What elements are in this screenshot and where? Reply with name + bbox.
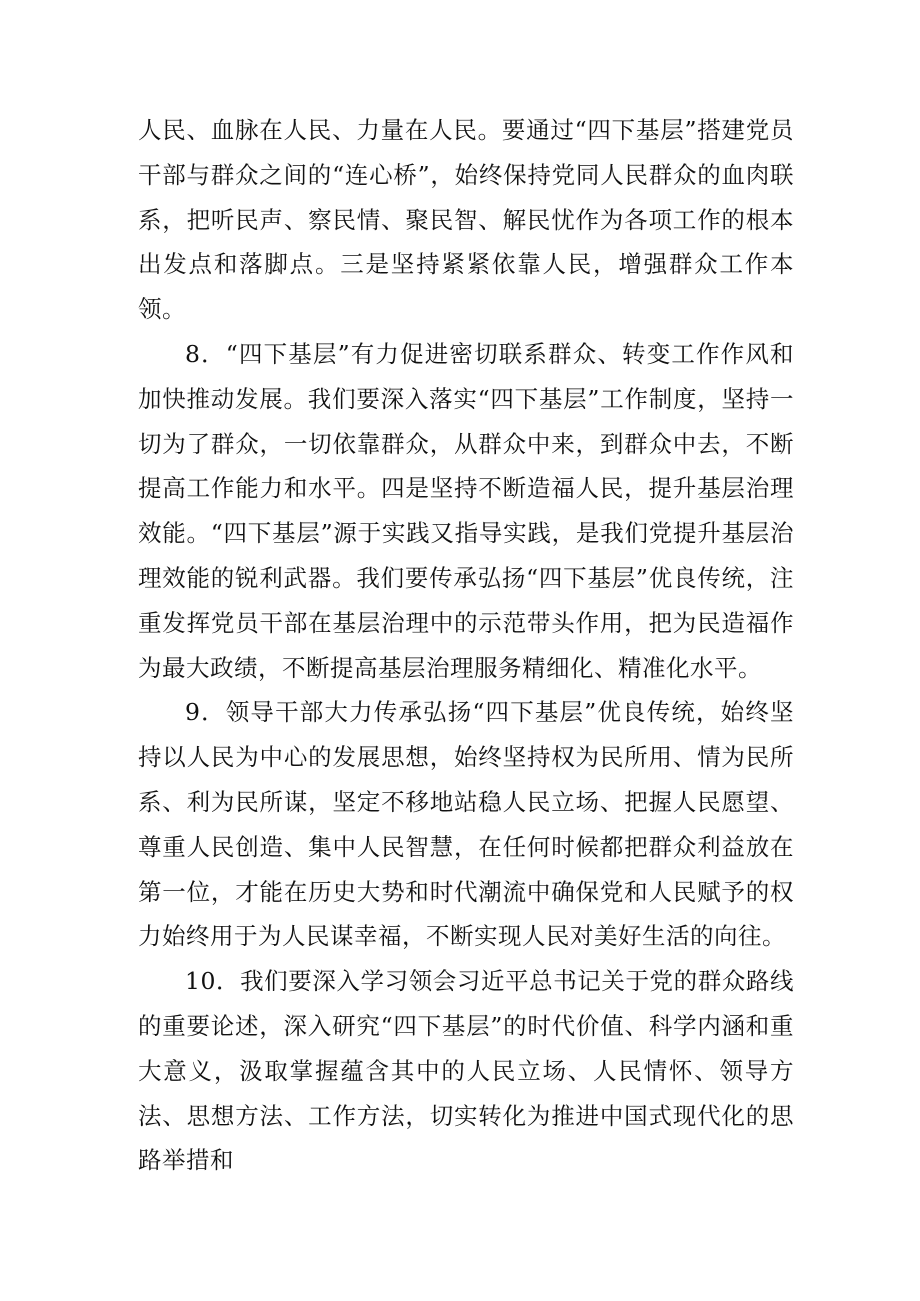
document-body [138, 108, 794, 1183]
paragraph-item-10: 10．我们要深入学习领会习近平总书记关于党的群众路线的重要论述，深入研究“四下基层”的时代价值、科学内涵和重大意义，汲取掌握蕴含其中的人民立场、人民情怀、领导方法、思想方法、工作方法，切实转化为推进中国式现代化的思路举措和 [138, 967, 794, 1175]
paragraph-item-8: 8．“四下基层”有力促进密切联系群众、转变工作作风和加快推动发展。我们要深入落实“四下基层”工作制度，坚持一切为了群众，一切依靠群众，从群众中来，到群众中去，不断提高工作能力和水平。四是坚持不断造福人民，提升基层治理效能。“四下基层”源于实践又指导实践，是我们党提升基层治理效能的锐利武器。我们要传承弘扬“四下基层”优良传统，注重发挥党员干部在基层治理中的示范带头作用，把为民造福作为最大政绩，不断提高基层治理服务精细化、精准化水平。 [138, 339, 794, 682]
paragraph-continued: 人民、血脉在人民、力量在人民。要通过“四下基层”搭建党员干部与群众之间的“连心桥”，始终保持党同人民群众的血肉联系，把听民声、察民情、聚民智、解民忧作为各项工作的根本出发点和落脚点。三是坚持紧紧依靠人民，增强群众工作本领。 [138, 116, 794, 324]
paragraph-item-9: 9．领导干部大力传承弘扬“四下基层”优良传统，始终坚持以人民为中心的发展思想，始终坚持权为民所用、情为民所系、利为民所谋，坚定不移地站稳人民立场、把握人民愿望、尊重人民创造、集中人民智慧，在任何时候都把群众利益放在第一位，才能在历史大势和时代潮流中确保党和人民赋予的权力始终用于为人民谋幸福，不断实现人民对美好生活的向往。 [138, 698, 794, 951]
